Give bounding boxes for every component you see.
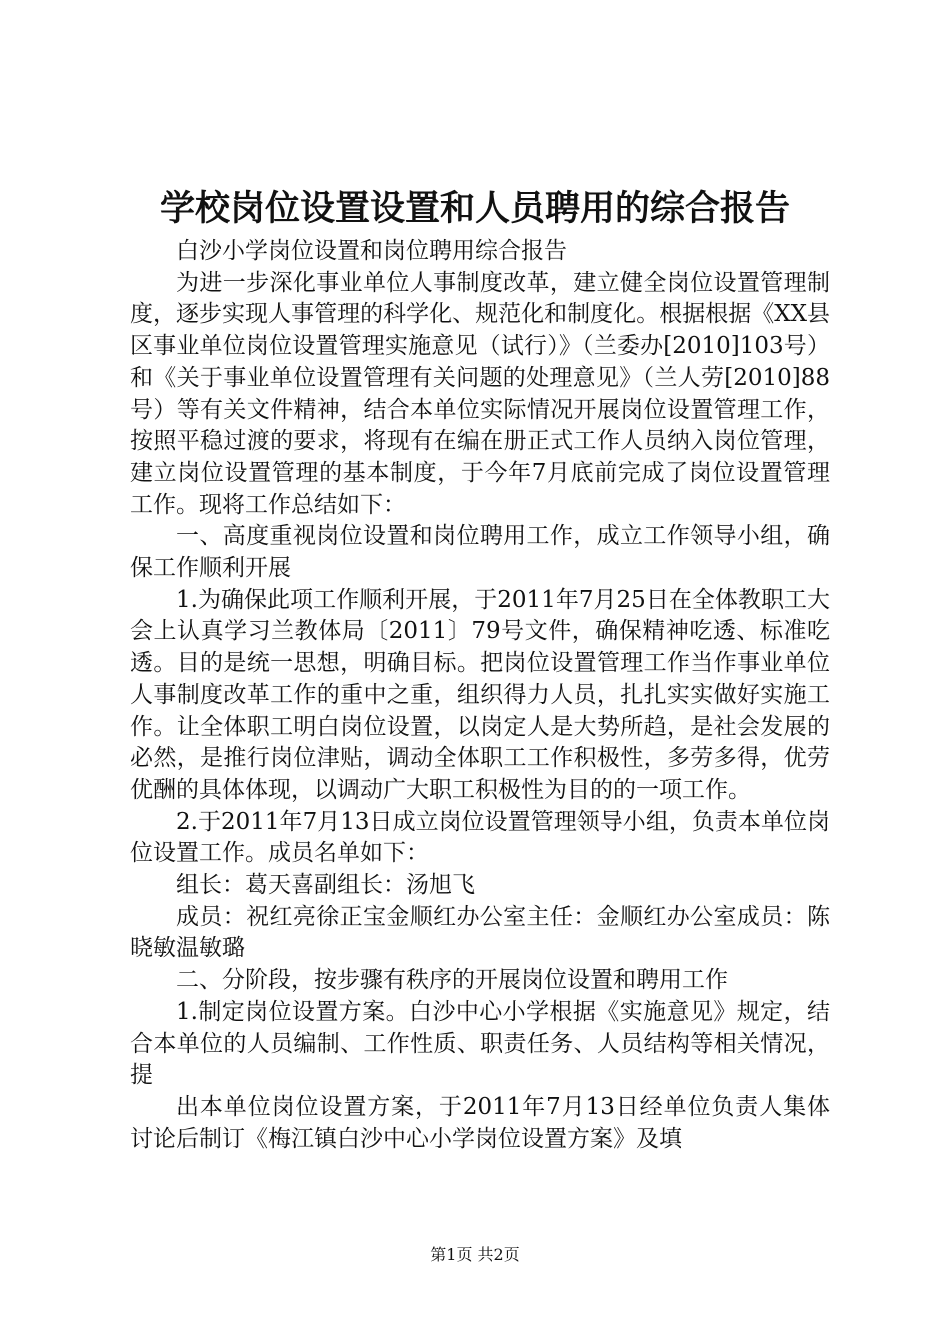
page-footer: 第1页 共2页 (430, 1245, 520, 1264)
paragraph: 成员：祝红亮徐正宝金顺红办公室主任：金顺红办公室成员：陈晓敏温敏璐 (130, 903, 830, 962)
document-body (130, 236, 830, 1155)
paragraph: 1.制定岗位设置方案。白沙中心小学根据《实施意见》规定，结合本单位的人员编制、工作性质、职责任务、人员结构等相关情况，提 (130, 998, 830, 1089)
paragraph: 组长：葛天喜副组长：汤旭飞 (176, 872, 475, 899)
paragraph: 2.于2011年7月13日成立岗位设置管理领导小组，负责本单位岗位设置工作。成员名单如下： (130, 808, 830, 867)
document-title: 学校岗位设置设置和人员聘用的综合报告 (159, 188, 790, 229)
paragraph: 出本单位岗位设置方案，于2011年7月13日经单位负责人集体讨论后制订《梅江镇白沙中心小学岗位设置方案》及填 (130, 1093, 830, 1152)
paragraph: 1.为确保此项工作顺利开展，于2011年7月25日在全体教职工大会上认真学习兰教体局〔2011〕79号文件，确保精神吃透、标准吃透。目的是统一思想，明确目标。把岗位设置管理工作当作事业单位人事制度改革工作的重中之重，组织得力人员，扎扎实实做好实施工作。让全体职工明白岗位设置，以岗定人是大势所趋，是社会发展的必然，是推行岗位津贴，调动全体职工工作积极性，多劳多得，优劳优酬的具体体现，以调动广大职工积极性为目的的一项工作。 (130, 586, 830, 803)
paragraph: 一、高度重视岗位设置和岗位聘用工作，成立工作领导小组，确保工作顺利开展 (130, 523, 830, 582)
paragraph: 二、分阶段，按步骤有秩序的开展岗位设置和聘用工作 (176, 967, 728, 994)
paragraph: 为进一步深化事业单位人事制度改革，建立健全岗位设置管理制度，逐步实现人事管理的科学化、规范化和制度化。根据根据《XX县区事业单位岗位设置管理实施意见（试行）》（兰委办[2010]103号）和《关于事业单位设置管理有关问题的处理意见》（兰人劳[2010]88号）等有关文件精神，结合本单位实际情况开展岗位设置管理工作，按照平稳过渡的要求，将现有在编在册正式工作人员纳入岗位管理，建立岗位设置管理的基本制度，于今年7月底前完成了岗位设置管理工作。现将工作总结如下： (130, 269, 830, 518)
paragraph: 白沙小学岗位设置和岗位聘用综合报告 (176, 238, 567, 264)
